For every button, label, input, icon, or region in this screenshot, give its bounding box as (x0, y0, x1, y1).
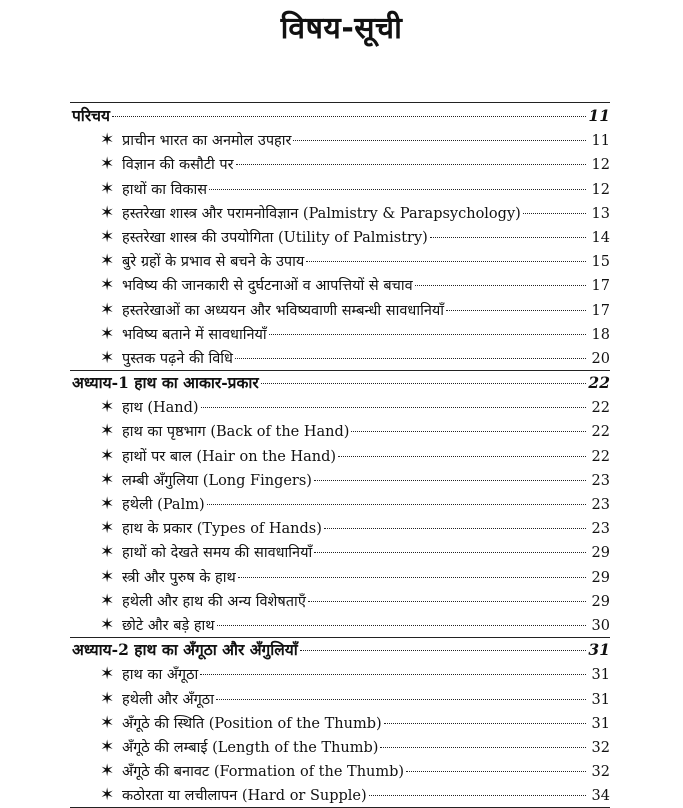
entry-title: अँगूठे की बनावट (Formation of the Thumb) (122, 764, 405, 781)
dot-leader (351, 431, 586, 432)
star-bullet-icon: ✶ (100, 421, 115, 442)
star-bullet-icon: ✶ (100, 275, 115, 296)
star-bullet-icon: ✶ (100, 226, 115, 247)
entry-title: हाथ (Hand) (122, 400, 199, 417)
toc-entry (70, 759, 610, 783)
page-number: 31 (591, 691, 610, 708)
page-number: 30 (591, 617, 610, 634)
dot-leader (415, 285, 586, 286)
entry-title: हाथों का विकास (122, 181, 208, 198)
dot-leader (306, 261, 586, 262)
toc-entry (70, 346, 610, 370)
page-number: 23 (591, 472, 610, 489)
entry-title: हाथ का अँगूठा (122, 667, 199, 684)
dot-leader (200, 674, 586, 675)
page-number: 20 (591, 350, 610, 367)
star-bullet-icon: ✶ (100, 494, 115, 514)
page-number: 29 (591, 569, 610, 586)
dot-leader (338, 456, 586, 457)
section-title: अध्याय-2 हाथ का अँगूठा और अँगुलियाँ (72, 640, 298, 660)
page-number: 12 (591, 181, 610, 198)
toc-entry (70, 273, 610, 297)
dot-leader (236, 164, 586, 165)
entry-title: हस्तरेखा शास्त्र की उपयोगिता (Utility of Palmistry) (122, 229, 428, 246)
toc-entry (70, 589, 610, 613)
toc-entry (70, 687, 610, 711)
entry-title: स्त्री और पुरुष के हाथ (122, 569, 236, 586)
star-bullet-icon: ✶ (100, 347, 115, 368)
page-number: 12 (591, 157, 610, 174)
toc-entry (70, 565, 610, 589)
toc-entry (70, 152, 610, 176)
toc-entry (70, 711, 610, 735)
entry-title: छोटे और बड़े हाथ (122, 617, 215, 634)
star-bullet-icon: ✶ (100, 299, 115, 320)
toc-entry (70, 613, 610, 637)
dot-leader (384, 723, 586, 724)
page-number: 22 (591, 448, 610, 465)
page-number: 29 (591, 593, 610, 610)
star-bullet-icon: ✶ (100, 736, 115, 757)
toc-entry (70, 735, 610, 759)
dot-leader (369, 795, 586, 796)
page-number: 34 (591, 788, 610, 805)
entry-title: हाथों पर बाल (Hair on the Hand) (122, 448, 337, 465)
page-number: 31 (591, 715, 610, 732)
page-number: 13 (591, 205, 610, 222)
toc-entry (70, 128, 610, 152)
entry-title: हस्तरेखाओं का अध्ययन और भविष्यवाणी सम्बन्धी सावधानियाँ (122, 302, 445, 319)
page-number: 11 (591, 133, 610, 150)
toc-entry (70, 419, 610, 443)
entry-title: पुस्तक पढ़ने की विधि (122, 350, 233, 367)
dot-leader (269, 334, 586, 335)
section-heading (70, 371, 610, 395)
toc-entry (70, 444, 610, 468)
page-title: विषय-सूची (280, 11, 403, 46)
star-bullet-icon: ✶ (100, 251, 115, 272)
dot-leader (324, 528, 586, 529)
page-number: 14 (591, 229, 610, 246)
page-number: 31 (591, 667, 610, 684)
dot-leader (238, 577, 586, 578)
entry-title: हथेली (Palm) (122, 497, 205, 513)
toc-entry (70, 395, 610, 419)
dot-leader (201, 407, 586, 408)
toc-entry (70, 492, 610, 516)
star-bullet-icon: ✶ (100, 323, 115, 344)
entry-title: विज्ञान की कसौटी पर (122, 157, 234, 174)
dot-leader (446, 310, 586, 311)
entry-title: हाथ का पृष्ठभाग (Back of the Hand) (122, 424, 350, 441)
entry-title: हस्तरेखा शास्त्र और परामनोविज्ञान (Palmistry & Parapsychology) (122, 205, 521, 222)
dot-leader (314, 552, 586, 553)
page-number: 22 (591, 400, 610, 417)
page-number: 15 (591, 254, 610, 271)
toc-entry (70, 516, 610, 540)
entry-title: हथेली और अँगूठा (122, 691, 214, 708)
star-bullet-icon: ✶ (100, 178, 115, 199)
entry-title: हाथों को देखते समय की सावधानियाँ (122, 545, 313, 562)
star-bullet-icon: ✶ (100, 664, 115, 685)
star-bullet-icon: ✶ (100, 712, 115, 733)
toc-entry (70, 225, 610, 249)
star-bullet-icon: ✶ (100, 469, 115, 490)
star-bullet-icon: ✶ (100, 202, 115, 223)
section-title: अध्याय-1 हाथ का आकार-प्रकार (72, 373, 259, 393)
dot-leader (207, 504, 586, 505)
page-number: 22 (591, 424, 610, 441)
toc-entry (70, 322, 610, 346)
page-number: 11 (588, 106, 610, 125)
top-rule (70, 102, 610, 103)
entry-title: प्राचीन भारत का अनमोल उपहार (122, 133, 292, 150)
star-bullet-icon: ✶ (100, 130, 115, 151)
page-number: 32 (591, 739, 610, 756)
dot-leader (406, 771, 586, 772)
star-bullet-icon: ✶ (100, 688, 115, 709)
dot-leader (430, 237, 586, 238)
toc-entry (70, 662, 610, 686)
dot-leader (314, 480, 586, 481)
section-heading (70, 104, 610, 128)
dot-leader (112, 116, 586, 117)
toc-entry (70, 468, 610, 492)
dot-leader (209, 189, 586, 190)
toc-entry (70, 540, 610, 564)
toc-entry (70, 201, 610, 225)
toc-entry (70, 177, 610, 201)
table-of-contents (70, 104, 610, 808)
star-bullet-icon: ✶ (100, 154, 115, 175)
dot-leader (523, 213, 586, 214)
star-bullet-icon: ✶ (100, 566, 115, 587)
star-bullet-icon: ✶ (100, 542, 115, 563)
dot-leader (380, 747, 586, 748)
dot-leader (308, 601, 586, 602)
dot-leader (217, 625, 586, 626)
page-number: 17 (591, 302, 610, 319)
star-bullet-icon: ✶ (100, 518, 115, 539)
entry-title: बुरे ग्रहों के प्रभाव से बचने के उपाय (122, 254, 305, 271)
toc-entry (70, 249, 610, 273)
page-number: 29 (591, 545, 610, 562)
dot-leader (293, 140, 586, 141)
dot-leader (235, 358, 586, 359)
page-number: 32 (591, 764, 610, 781)
dot-leader (216, 699, 586, 700)
entry-title: लम्बी अँगुलिया (Long Fingers) (122, 472, 312, 489)
toc-entry (70, 298, 610, 322)
page-number: 18 (591, 326, 610, 343)
star-bullet-icon: ✶ (100, 397, 115, 418)
entry-title: कठोरता या लचीलापन (Hard or Supple) (122, 788, 367, 805)
toc-entry (70, 783, 610, 807)
entry-title: हथेली और हाथ की अन्य विशेषताएँ (122, 593, 306, 610)
page-number: 23 (591, 497, 610, 513)
entry-title: अँगूठे की लम्बाई (Length of the Thumb) (122, 739, 379, 756)
page-number: 23 (591, 521, 610, 538)
section-title: परिचय (72, 106, 110, 125)
star-bullet-icon: ✶ (100, 445, 115, 466)
star-bullet-icon: ✶ (100, 614, 115, 635)
dot-leader (300, 650, 586, 651)
star-bullet-icon: ✶ (100, 590, 115, 611)
page-number: 22 (588, 373, 610, 393)
entry-title: अँगूठे की स्थिति (Position of the Thumb) (122, 715, 382, 732)
star-bullet-icon: ✶ (100, 761, 115, 782)
dot-leader (261, 383, 586, 384)
page-number: 17 (591, 278, 610, 295)
entry-title: भविष्य की जानकारी से दुर्घटनाओं व आपत्तियों से बचाव (122, 278, 413, 295)
entry-title: हाथ के प्रकार (Types of Hands) (122, 521, 322, 538)
star-bullet-icon: ✶ (100, 785, 115, 806)
entry-title: भविष्य बताने में सावधानियाँ (122, 326, 267, 343)
page-number: 31 (588, 640, 610, 660)
section-heading (70, 638, 610, 662)
